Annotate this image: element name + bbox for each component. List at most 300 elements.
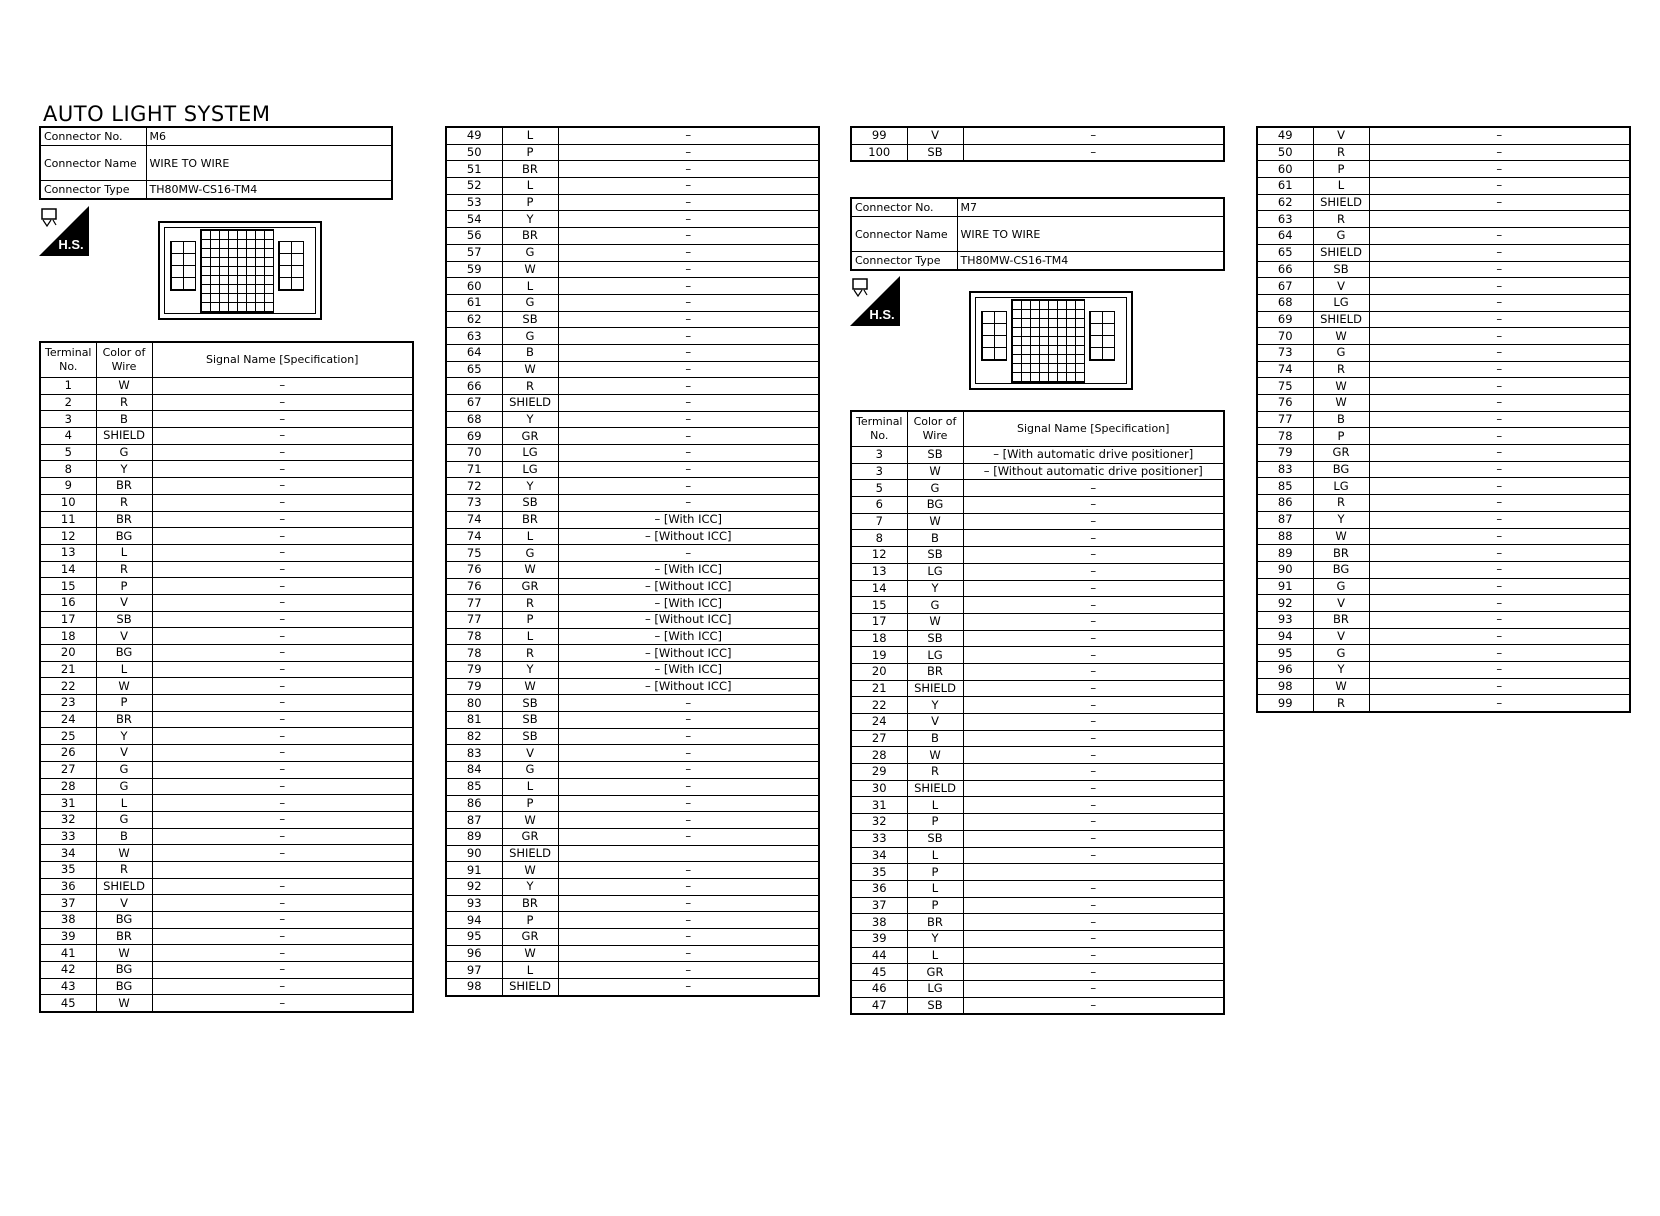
- signal-name-cell: –: [963, 830, 1224, 847]
- signal-name-cell: –: [558, 194, 819, 211]
- terminal-no-cell: 56: [446, 228, 502, 245]
- wire-color-cell: LG: [1313, 478, 1369, 495]
- wire-color-cell: R: [1313, 695, 1369, 712]
- table-row: [851, 880, 1224, 897]
- table-row: [40, 912, 413, 929]
- signal-name-cell: –: [1369, 461, 1630, 478]
- wire-color-cell: G: [1313, 228, 1369, 245]
- terminal-no-cell: 83: [446, 745, 502, 762]
- table-row: [1257, 361, 1630, 378]
- table-row: [1257, 428, 1630, 445]
- wire-color-cell: V: [96, 895, 152, 912]
- table-row: [851, 830, 1224, 847]
- table-row: [40, 494, 413, 511]
- terminal-no-cell: 70: [1257, 328, 1313, 345]
- wire-color-cell: W: [907, 463, 963, 480]
- wire-color-cell: GR: [502, 578, 558, 595]
- connector-no-value: M7: [957, 198, 1224, 217]
- m6-connector-diagram: [158, 221, 322, 320]
- table-row: [446, 745, 819, 762]
- terminal-no-cell: 49: [1257, 127, 1313, 144]
- signal-name-cell: –: [1369, 428, 1630, 445]
- signal-name-cell: –: [1369, 328, 1630, 345]
- signal-name-cell: –: [1369, 528, 1630, 545]
- wire-color-cell: SHIELD: [96, 428, 152, 445]
- m6-table-part3: [850, 126, 1225, 162]
- table-row: [1257, 611, 1630, 628]
- wire-color-cell: R: [907, 764, 963, 781]
- wire-color-cell: L: [502, 178, 558, 195]
- table-row: [446, 378, 819, 395]
- terminal-no-cell: 79: [446, 678, 502, 695]
- signal-name-cell: –: [558, 445, 819, 462]
- terminal-no-cell: 89: [446, 828, 502, 845]
- wire-color-cell: Y: [1313, 662, 1369, 679]
- wire-color-cell: SB: [502, 495, 558, 512]
- signal-name-cell: –: [558, 545, 819, 562]
- terminal-no-cell: 80: [446, 695, 502, 712]
- wire-color-cell: L: [907, 847, 963, 864]
- signal-name-cell: –: [152, 561, 413, 578]
- table-row: [40, 428, 413, 445]
- signal-name-cell: –: [1369, 127, 1630, 144]
- signal-name-cell: –: [558, 378, 819, 395]
- signal-name-cell: –: [152, 611, 413, 628]
- table-row: [446, 845, 819, 862]
- signal-name-cell: –: [152, 428, 413, 445]
- wire-color-cell: W: [96, 995, 152, 1012]
- terminal-no-cell: 50: [1257, 144, 1313, 161]
- table-row: [851, 847, 1224, 864]
- signal-name-cell: –: [152, 945, 413, 962]
- terminal-no-cell: 12: [851, 547, 907, 564]
- connector-type-value: TH80MW-CS16-TM4: [957, 252, 1224, 271]
- wire-color-cell: R: [502, 595, 558, 612]
- table-row: [446, 962, 819, 979]
- terminal-no-cell: 73: [446, 495, 502, 512]
- wire-color-cell: V: [502, 745, 558, 762]
- wire-color-cell: SB: [502, 728, 558, 745]
- table-row: [1257, 678, 1630, 695]
- signal-name-cell: –: [1369, 311, 1630, 328]
- terminal-no-cell: 17: [40, 611, 96, 628]
- wire-color-cell: BR: [907, 663, 963, 680]
- wire-color-cell: W: [502, 678, 558, 695]
- signal-name-cell: –: [558, 862, 819, 879]
- signal-name-cell: –: [963, 981, 1224, 998]
- table-row: [851, 697, 1224, 714]
- terminal-no-cell: 88: [1257, 528, 1313, 545]
- signal-name-cell: –: [963, 930, 1224, 947]
- terminal-no-cell: 15: [851, 597, 907, 614]
- terminal-no-cell: 35: [851, 864, 907, 881]
- signal-name-cell: –: [152, 845, 413, 862]
- wire-color-cell: W: [1313, 678, 1369, 695]
- terminal-no-cell: 20: [851, 663, 907, 680]
- signal-name-cell: –: [152, 962, 413, 979]
- terminal-no-cell: 27: [40, 761, 96, 778]
- terminal-no-cell: 74: [446, 511, 502, 528]
- signal-name-cell: –: [1369, 628, 1630, 645]
- table-row: [40, 411, 413, 428]
- wire-color-cell: B: [502, 344, 558, 361]
- terminal-no-cell: 46: [851, 981, 907, 998]
- table-row: [446, 645, 819, 662]
- terminal-no-cell: 97: [446, 962, 502, 979]
- table-row: [446, 445, 819, 462]
- wire-color-cell: G: [1313, 645, 1369, 662]
- wire-color-cell: W: [502, 261, 558, 278]
- terminal-no-cell: 18: [851, 630, 907, 647]
- signal-name-cell: –: [558, 812, 819, 829]
- terminal-no-cell: 14: [40, 561, 96, 578]
- signal-name-cell: –: [963, 780, 1224, 797]
- terminal-no-cell: 41: [40, 945, 96, 962]
- table-row: [851, 463, 1224, 480]
- wire-color-cell: B: [96, 411, 152, 428]
- wire-color-cell: L: [96, 661, 152, 678]
- terminal-no-cell: 100: [851, 144, 907, 161]
- terminal-no-cell: 68: [446, 411, 502, 428]
- wire-color-cell: R: [1313, 144, 1369, 161]
- wire-color-cell: L: [502, 127, 558, 144]
- m6-info-block: [39, 126, 393, 200]
- signal-name-cell: –: [963, 797, 1224, 814]
- terminal-no-cell: 79: [1257, 445, 1313, 462]
- wire-color-cell: P: [1313, 428, 1369, 445]
- signal-name-cell: –: [152, 878, 413, 895]
- wire-color-cell: L: [907, 797, 963, 814]
- terminal-no-cell: 5: [40, 444, 96, 461]
- terminal-no-cell: 33: [851, 830, 907, 847]
- terminal-no-cell: 6: [851, 497, 907, 514]
- m7-table-part1: [850, 410, 1225, 1015]
- signal-name-cell: –: [963, 697, 1224, 714]
- signal-name-cell: –: [558, 344, 819, 361]
- table-row: [446, 278, 819, 295]
- table-row: [1257, 211, 1630, 228]
- terminal-no-cell: 1: [40, 378, 96, 395]
- terminal-no-cell: 28: [40, 778, 96, 795]
- wire-color-cell: SB: [502, 311, 558, 328]
- wire-color-cell: G: [502, 328, 558, 345]
- terminal-no-cell: 34: [40, 845, 96, 862]
- table-row: [1257, 662, 1630, 679]
- m7-info-table: [850, 197, 1225, 271]
- table-row: [40, 394, 413, 411]
- terminal-no-cell: 9: [40, 478, 96, 495]
- connector-name-label: Connector Name: [851, 217, 957, 252]
- signal-name-cell: –: [1369, 495, 1630, 512]
- table-row: [1257, 511, 1630, 528]
- terminal-no-cell: 3: [851, 447, 907, 464]
- terminal-no-cell: 90: [446, 845, 502, 862]
- color-header: Color of Wire: [907, 411, 963, 447]
- terminal-no-cell: 26: [40, 745, 96, 762]
- wire-color-cell: B: [907, 730, 963, 747]
- table-row: [851, 597, 1224, 614]
- table-row: [1257, 344, 1630, 361]
- terminal-no-cell: 75: [446, 545, 502, 562]
- wire-color-cell: Y: [907, 580, 963, 597]
- signal-name-cell: –: [558, 461, 819, 478]
- signal-name-cell: –: [152, 745, 413, 762]
- terminal-no-cell: 77: [1257, 411, 1313, 428]
- wire-color-cell: SB: [502, 712, 558, 729]
- terminal-no-cell: 50: [446, 144, 502, 161]
- table-row: [1257, 244, 1630, 261]
- signal-name-cell: –: [963, 144, 1224, 161]
- table-row: [40, 628, 413, 645]
- signal-header: Signal Name [Specification]: [152, 342, 413, 378]
- table-row: [40, 444, 413, 461]
- table-row: [40, 861, 413, 878]
- signal-name-cell: –: [963, 764, 1224, 781]
- signal-name-cell: –: [1369, 178, 1630, 195]
- terminal-no-cell: 10: [40, 494, 96, 511]
- wire-color-cell: SB: [96, 611, 152, 628]
- terminal-no-cell: 92: [1257, 595, 1313, 612]
- connector-no-label: Connector No.: [40, 127, 146, 146]
- signal-name-cell: –: [1369, 478, 1630, 495]
- signal-name-cell: –: [558, 945, 819, 962]
- signal-name-cell: –: [152, 594, 413, 611]
- wire-color-cell: B: [96, 828, 152, 845]
- signal-name-cell: –: [1369, 678, 1630, 695]
- wire-color-cell: SB: [907, 547, 963, 564]
- signal-name-cell: –: [152, 995, 413, 1012]
- wire-color-cell: G: [502, 294, 558, 311]
- wire-color-cell: R: [502, 378, 558, 395]
- terminal-no-cell: 44: [851, 947, 907, 964]
- table-row: [446, 662, 819, 679]
- terminal-no-cell: 86: [446, 795, 502, 812]
- signal-name-cell: –: [558, 328, 819, 345]
- signal-name-cell: [558, 845, 819, 862]
- table-row: [446, 728, 819, 745]
- wire-color-cell: P: [1313, 161, 1369, 178]
- m7-table-part2: [1256, 126, 1631, 713]
- table-row: [1257, 561, 1630, 578]
- wire-color-cell: GR: [502, 929, 558, 946]
- signal-name-cell: –: [152, 711, 413, 728]
- terminal-no-cell: 95: [446, 929, 502, 946]
- table-row: [446, 461, 819, 478]
- signal-name-cell: –: [963, 563, 1224, 580]
- table-row: [40, 528, 413, 545]
- table-row: [1257, 478, 1630, 495]
- wire-color-cell: W: [502, 361, 558, 378]
- signal-name-cell: –: [558, 211, 819, 228]
- wire-color-cell: W: [1313, 328, 1369, 345]
- terminal-no-cell: 43: [40, 978, 96, 995]
- wire-color-cell: L: [1313, 178, 1369, 195]
- table-row: [40, 778, 413, 795]
- wire-color-cell: V: [1313, 595, 1369, 612]
- table-row: [1257, 278, 1630, 295]
- table-row: [40, 845, 413, 862]
- terminal-no-cell: 18: [40, 628, 96, 645]
- table-row: [851, 547, 1224, 564]
- wire-color-cell: G: [1313, 578, 1369, 595]
- wire-color-cell: SHIELD: [1313, 244, 1369, 261]
- wire-color-cell: R: [96, 394, 152, 411]
- wire-color-cell: BG: [907, 497, 963, 514]
- table-row: [1257, 578, 1630, 595]
- wire-color-cell: SB: [907, 144, 963, 161]
- table-row: [851, 764, 1224, 781]
- wire-color-cell: B: [907, 530, 963, 547]
- terminal-table: [39, 341, 414, 1013]
- table-row: [851, 981, 1224, 998]
- terminal-no-cell: 2: [40, 394, 96, 411]
- connector-pin-block-left: [170, 241, 196, 291]
- wire-color-cell: G: [96, 761, 152, 778]
- harness-side-icon: [39, 206, 89, 256]
- table-row: [446, 294, 819, 311]
- table-row: [446, 528, 819, 545]
- table-row: [446, 127, 819, 144]
- signal-name-cell: –: [963, 530, 1224, 547]
- terminal-no-cell: 63: [446, 328, 502, 345]
- table-row: [40, 678, 413, 695]
- signal-name-cell: –: [558, 745, 819, 762]
- signal-name-cell: –: [558, 962, 819, 979]
- signal-name-cell: –: [152, 544, 413, 561]
- signal-name-cell: –: [1369, 578, 1630, 595]
- signal-name-cell: –: [152, 695, 413, 712]
- wire-color-cell: Y: [502, 211, 558, 228]
- signal-name-cell: –: [152, 444, 413, 461]
- table-row: [446, 194, 819, 211]
- signal-name-cell: –: [558, 895, 819, 912]
- signal-name-cell: – [Without ICC]: [558, 645, 819, 662]
- signal-name-cell: [1369, 211, 1630, 228]
- signal-name-cell: –: [558, 778, 819, 795]
- terminal-no-cell: 16: [40, 594, 96, 611]
- wire-color-cell: SB: [1313, 261, 1369, 278]
- table-row: [40, 511, 413, 528]
- table-row: [851, 647, 1224, 664]
- table-row: [851, 964, 1224, 981]
- table-row: [446, 244, 819, 261]
- terminal-no-cell: 49: [446, 127, 502, 144]
- signal-name-cell: –: [152, 628, 413, 645]
- table-row: [851, 897, 1224, 914]
- terminal-no-cell: 65: [446, 361, 502, 378]
- table-row: [40, 578, 413, 595]
- signal-name-cell: –: [963, 127, 1224, 144]
- table-row: [446, 428, 819, 445]
- connector-type-label: Connector Type: [40, 181, 146, 200]
- wire-color-cell: BG: [96, 528, 152, 545]
- wire-color-cell: BR: [96, 478, 152, 495]
- wire-color-cell: BG: [96, 645, 152, 662]
- signal-name-cell: – [With automatic drive positioner]: [963, 447, 1224, 464]
- table-row: [40, 895, 413, 912]
- connector-pin-block-left: [981, 311, 1007, 361]
- signal-name-cell: –: [1369, 545, 1630, 562]
- wire-color-cell: W: [96, 678, 152, 695]
- terminal-no-cell: 94: [446, 912, 502, 929]
- wire-color-cell: L: [96, 544, 152, 561]
- signal-name-cell: –: [152, 761, 413, 778]
- terminal-no-cell: 39: [40, 928, 96, 945]
- terminal-no-cell: 45: [851, 964, 907, 981]
- table-row: [446, 495, 819, 512]
- signal-name-cell: –: [558, 728, 819, 745]
- signal-name-cell: –: [1369, 228, 1630, 245]
- terminal-table: [850, 410, 1225, 1015]
- wire-color-cell: W: [1313, 528, 1369, 545]
- table-row: [446, 695, 819, 712]
- terminal-no-cell: 24: [40, 711, 96, 728]
- table-row: [851, 680, 1224, 697]
- table-row: [446, 311, 819, 328]
- wire-color-cell: P: [502, 144, 558, 161]
- table-row: [1257, 144, 1630, 161]
- signal-name-cell: –: [963, 513, 1224, 530]
- signal-name-cell: –: [1369, 144, 1630, 161]
- wire-color-cell: BG: [96, 912, 152, 929]
- table-row: [446, 161, 819, 178]
- signal-name-cell: –: [963, 880, 1224, 897]
- terminal-no-cell: 76: [446, 561, 502, 578]
- terminal-no-cell: 21: [851, 680, 907, 697]
- terminal-no-cell: 37: [851, 897, 907, 914]
- signal-name-cell: –: [558, 478, 819, 495]
- terminal-no-cell: 76: [446, 578, 502, 595]
- table-row: [851, 730, 1224, 747]
- signal-name-cell: –: [152, 912, 413, 929]
- wire-color-cell: L: [502, 628, 558, 645]
- table-row: [851, 947, 1224, 964]
- signal-name-cell: –: [558, 278, 819, 295]
- wire-color-cell: W: [502, 812, 558, 829]
- terminal-no-cell: 64: [1257, 228, 1313, 245]
- wire-color-cell: LG: [1313, 294, 1369, 311]
- terminal-no-cell: 13: [851, 563, 907, 580]
- wire-color-cell: V: [907, 714, 963, 731]
- terminal-no-cell: 99: [851, 127, 907, 144]
- table-row: [40, 928, 413, 945]
- terminal-no-cell: 19: [851, 647, 907, 664]
- signal-name-cell: –: [1369, 378, 1630, 395]
- connector-pin-block-center: [200, 229, 274, 313]
- table-row: [1257, 495, 1630, 512]
- table-row: [1257, 545, 1630, 562]
- signal-name-cell: –: [558, 428, 819, 445]
- terminal-no-cell: 94: [1257, 628, 1313, 645]
- wire-color-cell: G: [96, 444, 152, 461]
- wire-color-cell: LG: [907, 647, 963, 664]
- terminal-no-cell: 68: [1257, 294, 1313, 311]
- table-row: [446, 929, 819, 946]
- terminal-no-cell: 64: [446, 344, 502, 361]
- wire-color-cell: G: [1313, 344, 1369, 361]
- terminal-no-cell: 85: [446, 778, 502, 795]
- signal-name-cell: –: [1369, 662, 1630, 679]
- terminal-no-cell: 37: [40, 895, 96, 912]
- table-row: [1257, 311, 1630, 328]
- terminal-no-cell: 7: [851, 513, 907, 530]
- signal-name-cell: –: [152, 645, 413, 662]
- table-row: [851, 814, 1224, 831]
- table-row: [446, 912, 819, 929]
- wire-color-cell: LG: [907, 563, 963, 580]
- table-row: [446, 762, 819, 779]
- terminal-no-cell: 3: [40, 411, 96, 428]
